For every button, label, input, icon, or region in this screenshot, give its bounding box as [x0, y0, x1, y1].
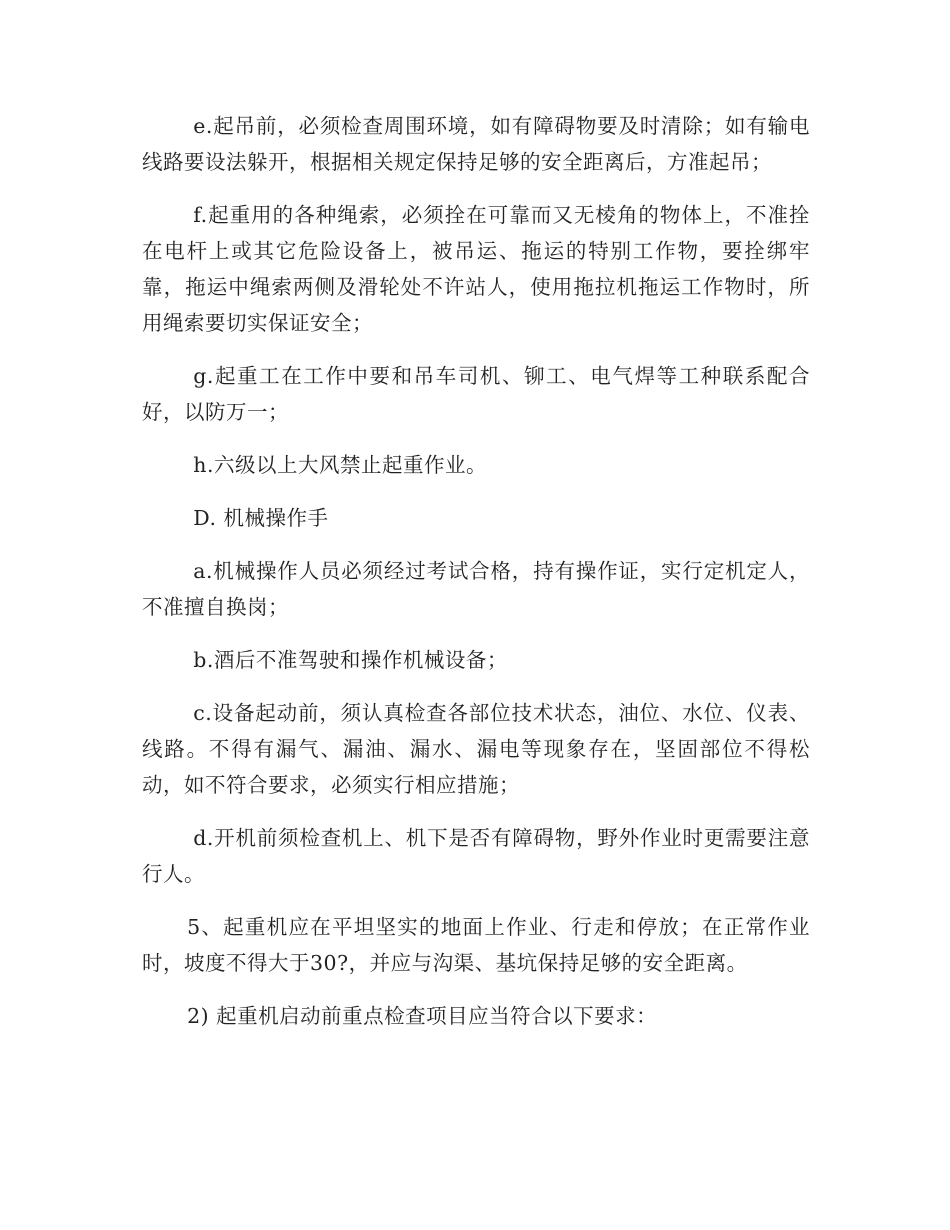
- paragraph-d: d.开机前须检查机上、机下是否有障碍物，野外作业时更需要注意行人。: [142, 826, 810, 886]
- document-body: [142, 108, 810, 1051]
- paragraph-g: g.起重工在工作中要和吊车司机、铆工、电气焊等工种联系配合好，以防万一；: [142, 364, 810, 424]
- paragraph-h: h.六级以上大风禁止起重作业。: [193, 453, 487, 477]
- paragraph-f: f.起重用的各种绳索，必须拴在可靠而又无棱角的物体上，不准拴在电杆上或其它危险设备上，被吊运、拖运的特别工作物，要拴绑牢靠，拖运中绳索两侧及滑轮处不许站人，使用拖拉机拖运工作物时，所用绳索要切实保证安全；: [142, 203, 810, 335]
- paragraph-e: e.起吊前，必须检查周围环境，如有障碍物要及时清除；如有输电线路要设法躲开，根据相关规定保持足够的安全距离后，方准起吊；: [142, 114, 810, 174]
- paragraph-5: 5、起重机应在平坦坚实的地面上作业、行走和停放；在正常作业时，坡度不得大于30?，并应与沟渠、基坑保持足够的安全距离。: [142, 915, 810, 975]
- paragraph-a: a.机械操作人员必须经过考试合格，持有操作证，实行定机定人，不准擅自换岗；: [142, 559, 810, 619]
- section-heading-d: D. 机械操作手: [193, 506, 329, 530]
- paragraph-c: c.设备起动前，须认真检查各部位技术状态，油位、水位、仪表、线路。不得有漏气、漏油、漏水、漏电等现象存在，坚固部位不得松动，如不符合要求，必须实行相应措施；: [142, 701, 810, 797]
- paragraph-2: 2) 起重机启动前重点检查项目应当符合以下要求：: [187, 1004, 658, 1028]
- paragraph-b: b.酒后不准驾驶和操作机械设备；: [193, 648, 508, 672]
